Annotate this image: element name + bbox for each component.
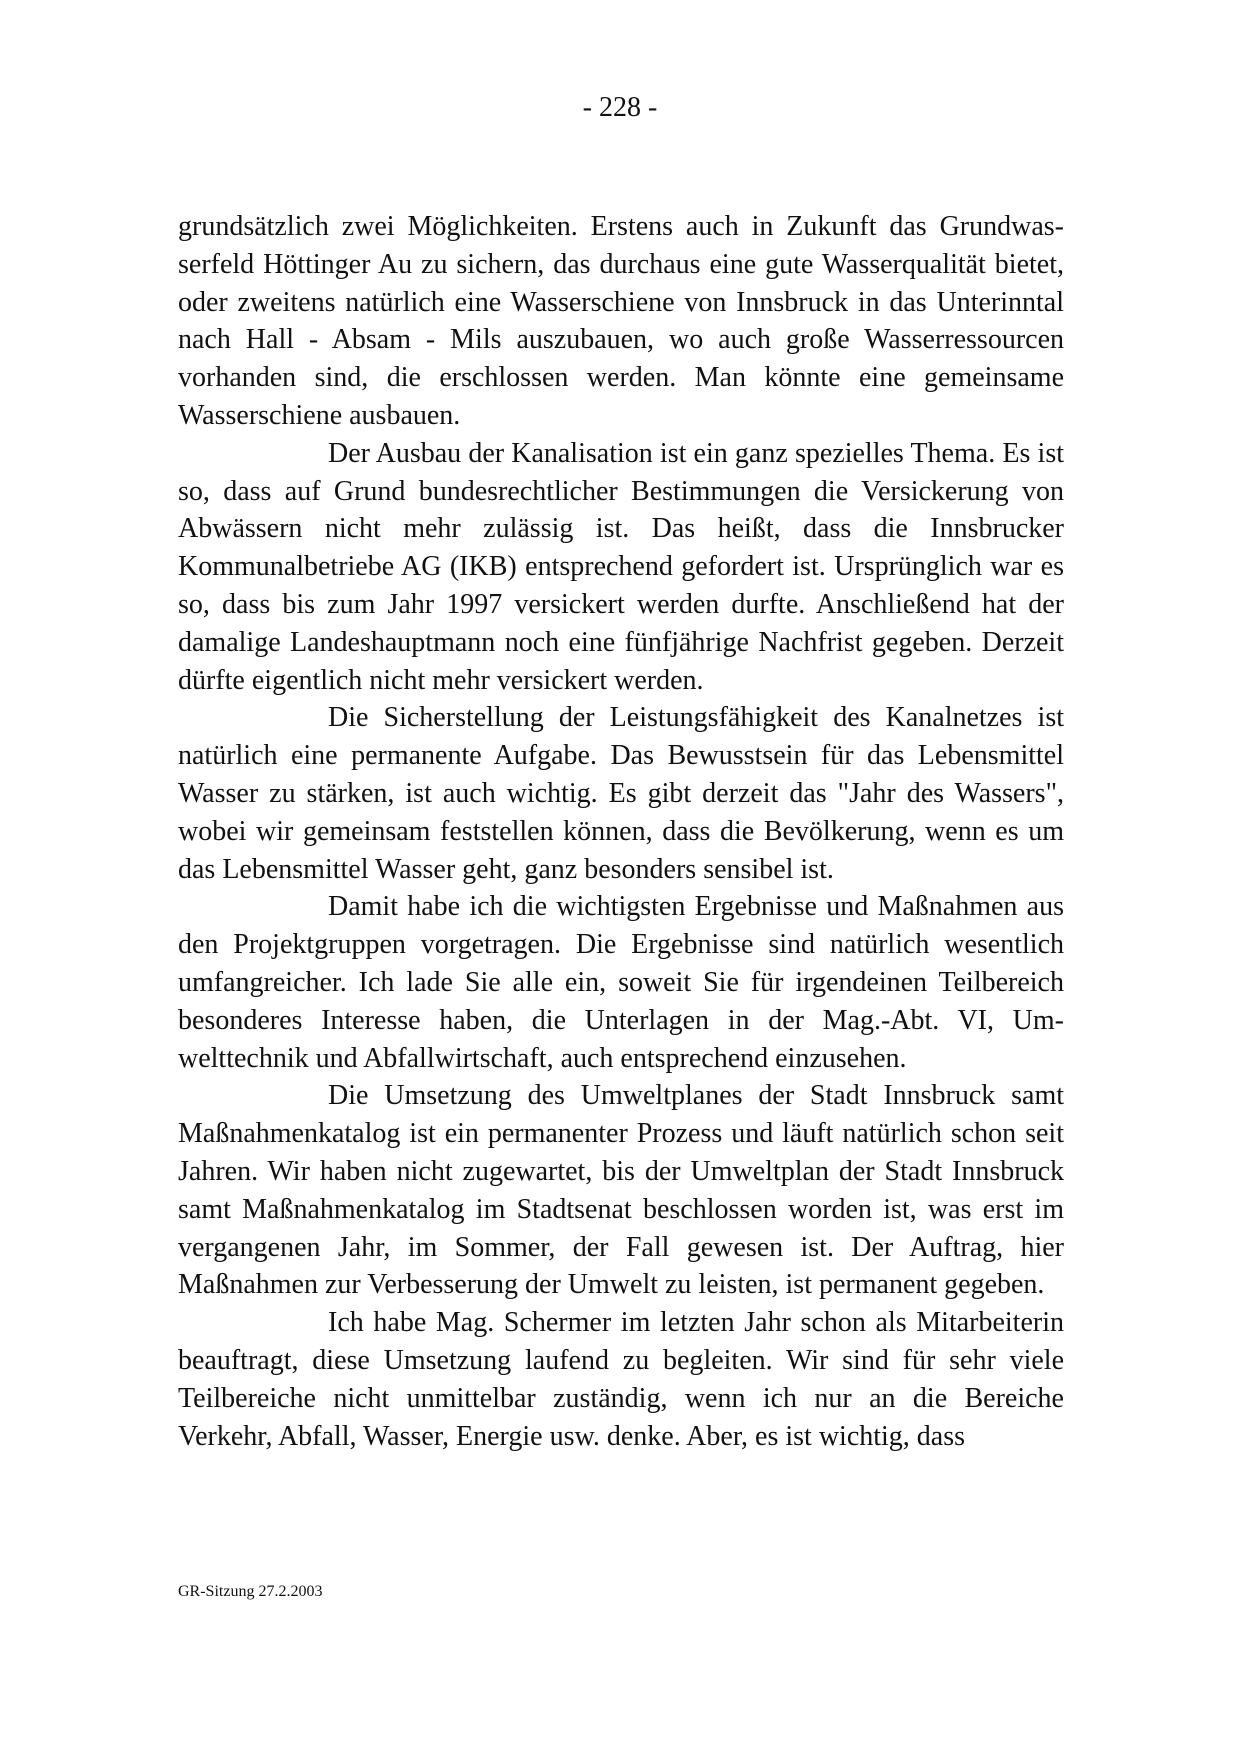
paragraph-1: grundsätzlich zwei Möglichkeiten. Erstens auch in Zukunft das Grundwasserfeld Höttinger Au zu sichern, das durchaus eine gute Wasserqualität bietet, oder zweitens natürlich eine Wasserschiene von Innsbruck in das Unterinntal nach Hall - Absam - Mils auszubauen, wo auch große Wasserressourcen vorhanden sind, die erschlossen werden. Man könnte eine gemeinsame Wasserschiene ausbauen. [178,211,1064,431]
page-number: - 228 - [582,92,658,123]
paragraph-3: Die Sicherstellung der Leistungsfähigkeit des Kanalnetzes ist natürlich eine permanente Aufgabe. Das Bewusstsein für das Lebensmittel Wasser zu stärken, ist auch wichtig. Es gibt derzeit das "Jahr des Wassers", wobei wir gemeinsam feststellen können, dass die Bevölkerung, wenn es um das Lebensmittel Wasser geht, ganz besonders sensibel ist. [178,702,1064,885]
paragraph-2: Der Ausbau der Kanalisation ist ein ganz spezielles Thema. Es ist so, dass auf Grund bundesrechtlicher Bestimmungen die Versickerung von Abwässern nicht mehr zulässig ist. Das heißt, dass die Innsbrucker Kommunalbetriebe AG (IKB) entsprechend gefordert ist. Ursprünglich war es so, dass bis zum Jahr 1997 versickert werden durfte. Anschließend hat der damalige Landeshauptmann noch eine fünfjährige Nachfrist gegeben. Derzeit dürfte eigentlich nicht mehr versickert werden. [178,437,1064,696]
paragraph-6: Ich habe Mag. Schermer im letzten Jahr schon als Mitarbeiterin beauftragt, diese Umsetzung laufend zu begleiten. Wir sind für sehr viele Teilbereiche nicht unmittelbar zuständig, wenn ich nur an die Bereiche Verkehr, Abfall, Wasser, Energie usw. denke. Aber, es ist wichtig, dass [178,1307,1064,1452]
paragraph-4: Damit habe ich die wichtigsten Ergebnisse und Maßnahmen aus den Projektgruppen vorgetragen. Die Ergebnisse sind natürlich wesentlich umfangreicher. Ich lade Sie alle ein, soweit Sie für irgendeinen Teilbereich besonderes Interesse haben, die Unterlagen in der Mag.-Abt. VI, Umwelttechnik und Abfallwirtschaft, auch entsprechend einzusehen. [178,891,1064,1074]
document-body [178,208,1064,1455]
paragraph-5: Die Umsetzung des Umweltplanes der Stadt Innsbruck samt Maßnahmenkatalog ist ein permanenter Prozess und läuft natürlich schon seit Jahren. Wir haben nicht zugewartet, bis der Umweltplan der Stadt Innsbruck samt Maßnahmenkatalog im Stadtsenat beschlossen worden ist, was erst im vergangenen Jahr, im Sommer, der Fall gewesen ist. Der Auftrag, hier Maßnahmen zur Verbesserung der Umwelt zu leisten, ist permanent gegeben. [178,1080,1064,1301]
footer-session-date: GR-Sitzung 27.2.2003 [178,1583,323,1600]
